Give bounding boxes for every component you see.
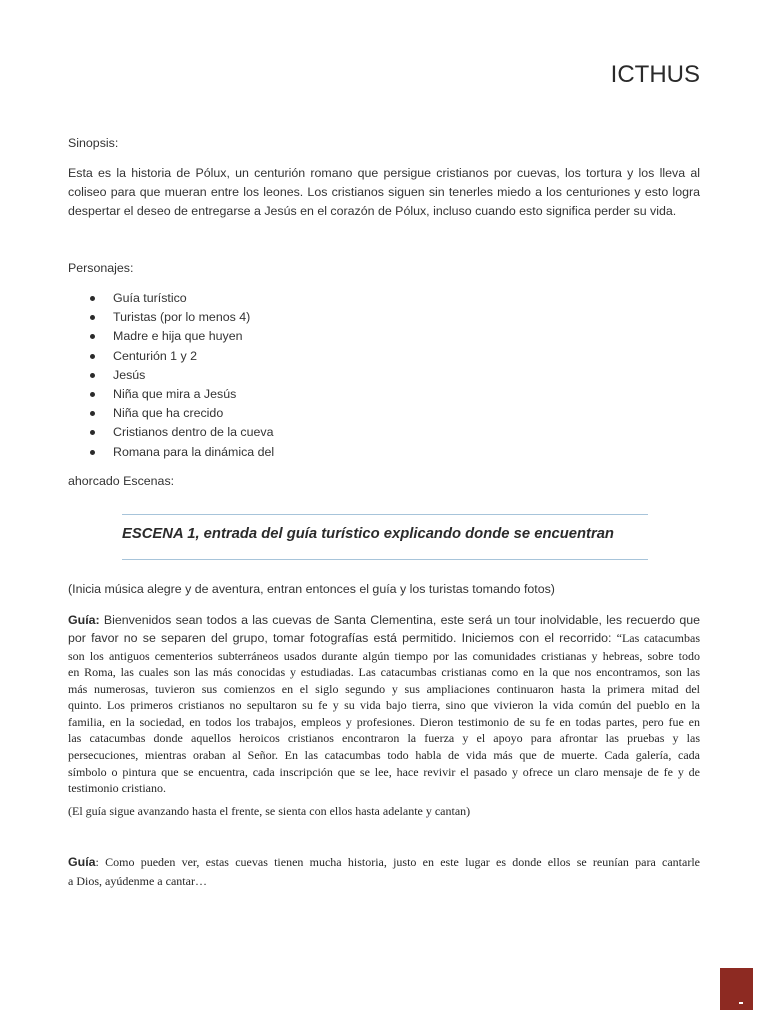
synopsis-line: coliseo para que mueran entre los leones. Los cristianos siguen sin tenerles miedo a los centuriones y esto logra [68, 185, 700, 199]
list-item [0, 308, 768, 327]
dialogue-text: Bienvenidos sean todos a las cuevas de Santa Clementina, este será un tour inolvidable, les recuerdo que [103, 613, 700, 627]
quote-line: testimonio cristiano. [68, 781, 166, 796]
quote-line: son los antiguos cementerios subterráneos usados durante algún tiempo por las comunidades cristianas y hebreas, sobre todo [68, 648, 700, 663]
quote-line: persecuciones, mientras oraban al Señor. En las catacumbas todo habla de vida más que de muerte. Cada galería, cada [68, 748, 700, 763]
quote-line: las catacumbas donde aquellos heroicos cristianos encontraron la fuerza y el apoyo para afrontar las pruebas y las [68, 731, 700, 746]
list-item [0, 366, 768, 385]
synopsis-heading: Sinopsis: [68, 136, 119, 150]
bullet-icon [90, 315, 95, 320]
speaker-name: Guía: [68, 613, 100, 627]
bullet-icon [90, 411, 95, 416]
characters-list [0, 289, 768, 462]
list-item [0, 385, 768, 404]
character-name: Niña que mira a Jesús [113, 386, 237, 401]
character-name: Guía turístico [113, 291, 187, 305]
list-item [0, 423, 768, 442]
quote-line: familia, en la sociedad, en todos los trabajos, empleos y profesiones. Dieron testimonio de su fe en todas partes, pero fue en [68, 714, 700, 729]
quote-line: símbolo o pintura que se encuentra, cada inscripción que se lee, hace revivir el pasado y ofrece un claro mensaje de fe y de [68, 764, 700, 779]
character-name: Centurión 1 y 2 [113, 348, 198, 363]
dialogue-line [68, 853, 700, 871]
character-name: Madre e hija que huyen [113, 329, 243, 344]
bullet-icon [90, 296, 95, 301]
page-corner-block [720, 968, 753, 1010]
characters-heading: Personajes: [68, 261, 134, 275]
scene-title: ESCENA 1, entrada del guía turístico explicando donde se encuentran [122, 526, 614, 542]
synopsis-line: Esta es la historia de Pólux, un centurión romano que persigue cristianos por cuevas, los tortura y los lleva al [68, 166, 700, 180]
list-item [0, 443, 768, 462]
quote-line: más numerosas, tuvieron sus comienzos en el siglo segundo y sus ampliaciones continuaron hasta la primera mitad del [68, 681, 700, 696]
dialogue-line [68, 611, 700, 629]
bullet-icon [90, 354, 95, 359]
bullet-icon [90, 430, 95, 435]
quote-text: “Las catacumbas [616, 631, 700, 645]
synopsis-line: despertar el deseo de entregarse a Jesús en el corazón de Pólux, incluso cuando esto significa perder su vida. [68, 204, 677, 218]
dialogue-text: por favor no se separen del grupo, tomar fotografías está permitido. Iniciemos con el recorrido: [68, 631, 612, 645]
bullet-icon [90, 450, 95, 455]
list-item [0, 347, 768, 366]
bullet-icon [90, 392, 95, 397]
dialogue-line [68, 629, 700, 647]
speaker-name: Guía [68, 855, 96, 869]
list-item [0, 289, 768, 308]
dialogue-text: : Como pueden ver, estas cuevas tienen mucha historia, justo en este lugar es donde ellos se reunían para cantarle [95, 855, 700, 869]
bullet-icon [90, 334, 95, 339]
quote-block [68, 648, 700, 797]
stage-direction: (El guía sigue avanzando hasta el frente, se sienta con ellos hasta adelante y cantan) [68, 804, 471, 818]
character-name: Jesús [113, 367, 146, 382]
bullet-icon [90, 373, 95, 378]
character-name: Turistas (por lo menos 4) [113, 310, 251, 325]
character-name: Cristianos dentro de la cueva [113, 425, 274, 440]
list-item [0, 327, 768, 346]
dialogue-line: a Dios, ayúdenme a cantar… [68, 874, 207, 888]
page-marker [739, 1002, 743, 1004]
character-name: Romana para la dinámica del [113, 444, 275, 459]
document-title: ICTHUS [610, 61, 700, 88]
stage-direction: (Inicia música alegre y de aventura, entran entonces el guía y los turistas tomando fotos) [68, 582, 555, 596]
list-item [0, 404, 768, 423]
quote-line: en Roma, las cuales son las más conocidas y estudiadas. Las catacumbas cristianas como en la que nos encontramos, son las [68, 665, 700, 680]
quote-line: quinto. Los primeros cristianos no sepultaron su fe y su vida bajo tierra, sino que vivieron la vida común del pueblo en la [68, 698, 700, 713]
scene-rule-top [122, 514, 648, 515]
character-name: Niña que ha crecido [113, 406, 224, 421]
scene-rule-bottom [122, 559, 648, 560]
list-continuation: ahorcado Escenas: [68, 474, 175, 488]
